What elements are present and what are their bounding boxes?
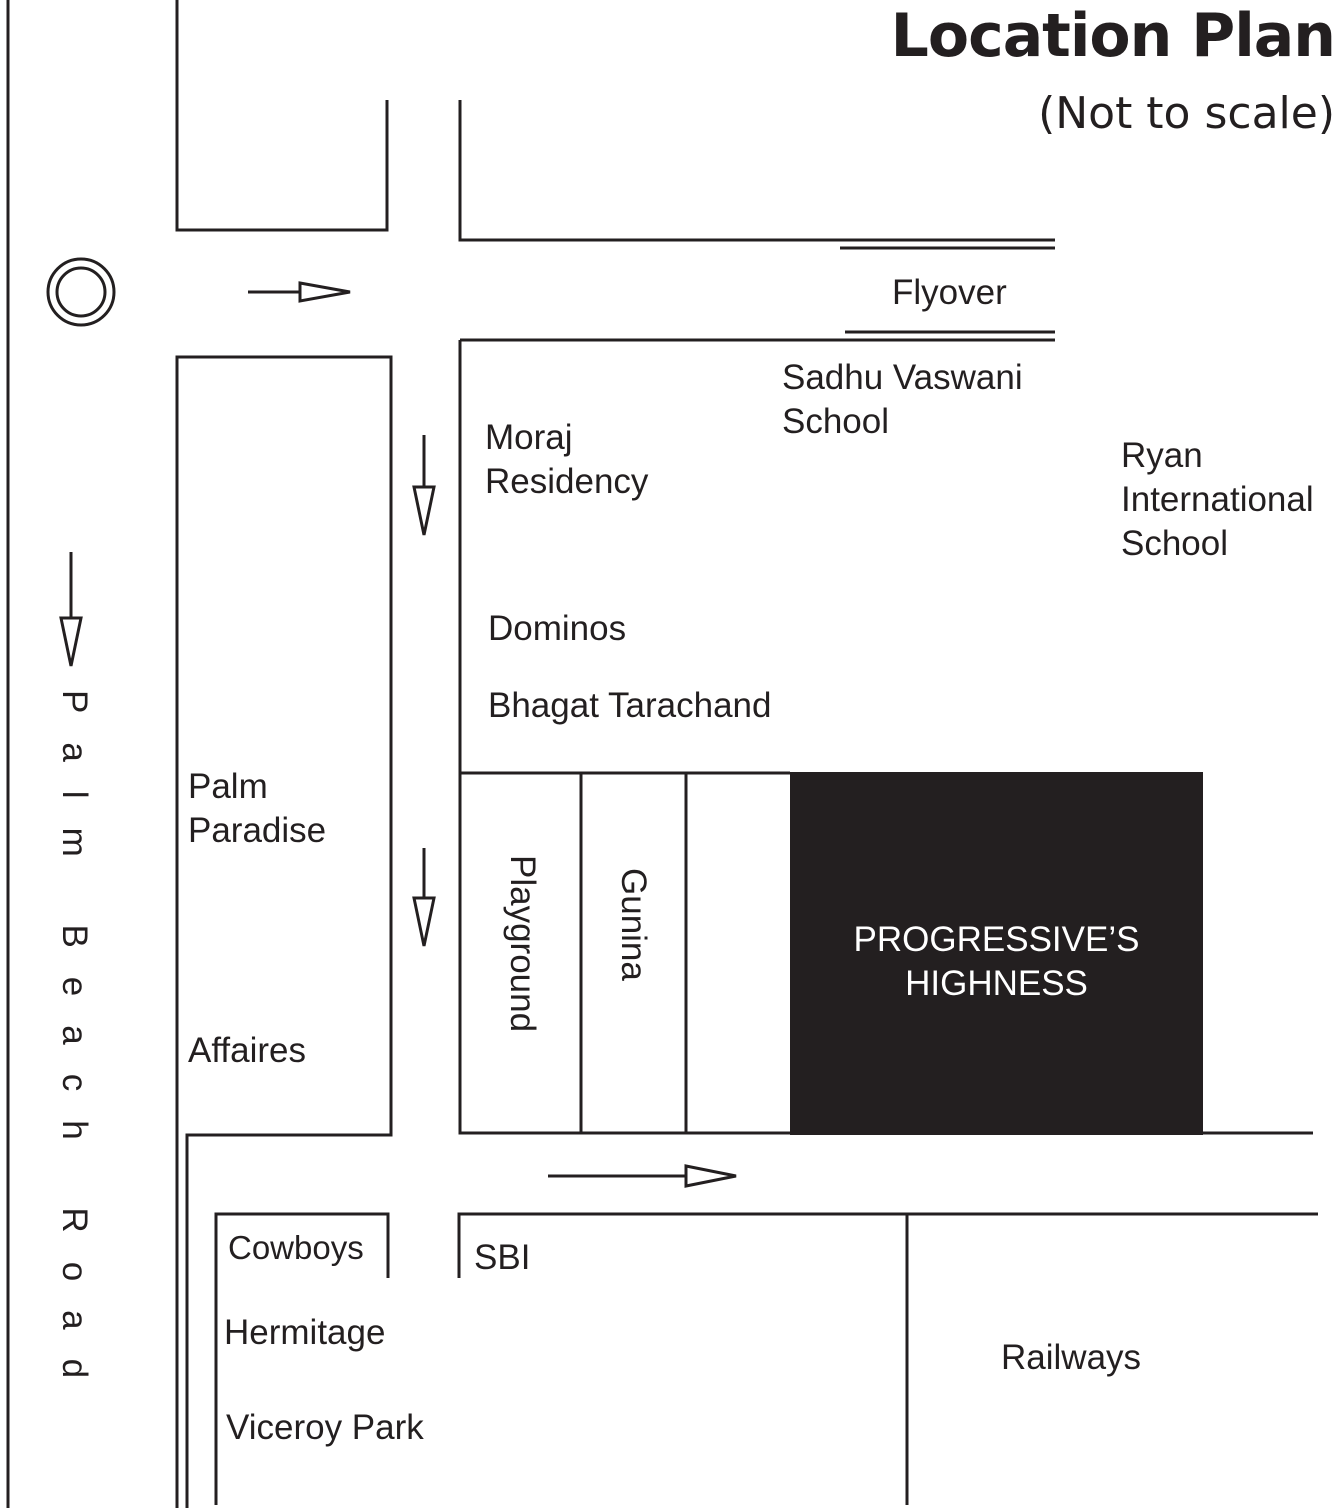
block-sbi	[459, 1214, 1318, 1278]
double-circle-icon	[48, 259, 114, 325]
label-hermitage: Hermitage	[224, 1313, 386, 1352]
label-railways: Railways	[1001, 1338, 1142, 1377]
arrow-icon	[414, 848, 434, 946]
label-line: Moraj	[485, 418, 573, 457]
map-title: Location Plan	[890, 1, 1335, 71]
label-sbi: SBI	[474, 1238, 531, 1277]
arrow-icon	[548, 1166, 736, 1186]
label-line: Palm	[188, 767, 268, 806]
label-line: Residency	[485, 462, 649, 501]
label-line: School	[1121, 524, 1229, 563]
label-bhagat-tarachand: Bhagat Tarachand	[488, 686, 772, 725]
label-cowboys: Cowboys	[228, 1229, 364, 1266]
arrow-icon	[414, 435, 434, 535]
label-line: International	[1121, 480, 1314, 519]
label-sadhu-vaswani	[782, 356, 1023, 444]
label-palm-paradise	[188, 765, 326, 853]
label-line: PROGRESSIVE’S	[853, 920, 1140, 959]
label-palm-beach-road: Palm Beach Road	[55, 690, 94, 1408]
label-progressives-highness	[790, 918, 1203, 1006]
label-dominos: Dominos	[488, 609, 627, 648]
label-viceroy-park: Viceroy Park	[226, 1408, 424, 1447]
arrow-icon	[61, 552, 81, 666]
label-line: School	[782, 402, 890, 441]
arrow-icon	[248, 283, 350, 301]
map-subtitle: (Not to scale)	[1038, 88, 1335, 139]
label-line: Sadhu Vaswani	[782, 358, 1023, 397]
label-gunina: Gunina	[614, 868, 653, 981]
label-ryan-international	[1121, 434, 1314, 566]
road-edge-top	[460, 100, 1055, 240]
block-top-left	[177, 0, 387, 230]
label-playground: Playground	[503, 855, 542, 1033]
label-flyover: Flyover	[892, 273, 1007, 312]
label-affaires: Affaires	[188, 1031, 307, 1070]
label-line: HIGHNESS	[905, 964, 1088, 1003]
label-line: Ryan	[1121, 436, 1203, 475]
label-moraj-residency	[485, 416, 648, 504]
label-line: Paradise	[188, 811, 327, 850]
